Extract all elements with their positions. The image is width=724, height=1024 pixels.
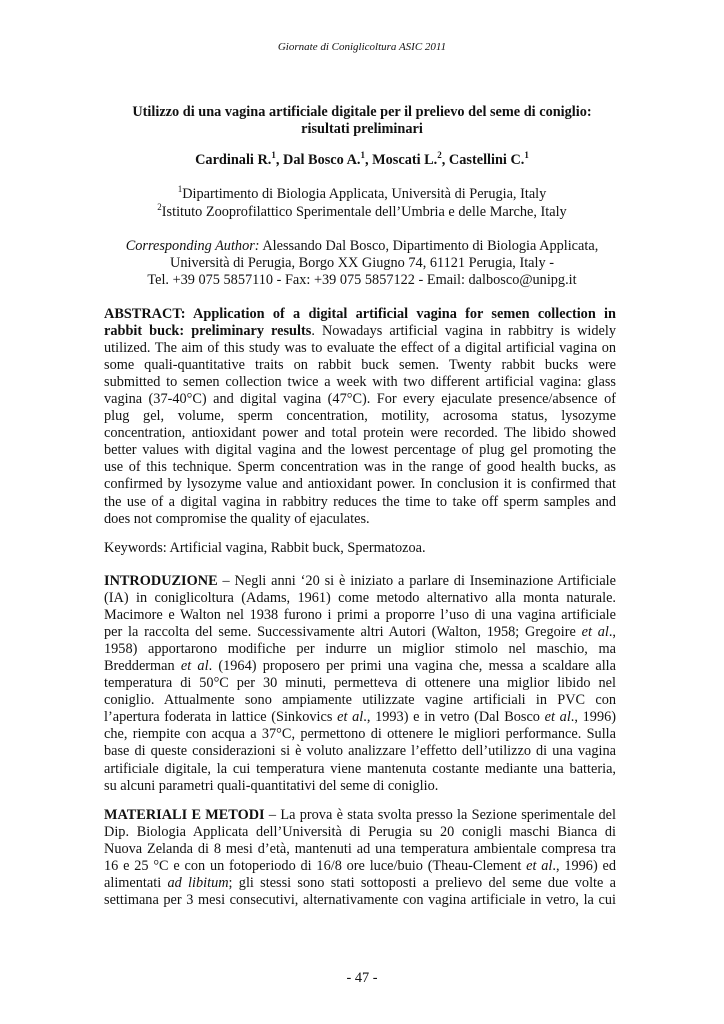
title-line: risultati preliminari: [301, 121, 423, 137]
author-name: Moscati L.: [372, 152, 438, 168]
abstract: ABSTRACT: Application of a digital artificial vagina for semen collection in rabbit buck: preliminary results. Nowadays artificial vagina in rabbitry is widely utilized. The aim of this study was to evaluate the effect of a digital artificial vagina on some quali-quantitative traits on rabbit buck semen. Twenty rabbit bucks were submitted to semen collection twice a week with two different artificial vagina: glass vagina (37-40°C) and digital vagina (47°C). For every ejaculate presence/absence of plug gel, volume, sperm concentration, motility, acrosoma status, lysozyme concentration, antioxidant power and total protein were recorded. The libido showed better values with digital vagina and the lowest percentage of plug gel promoting the use of this technique. Sperm concentration was in the range of good health bucks, as confirmed by lysozyme value and antioxidant power. In conclusion it is confirmed that the use of a digital vagina in rabbitry reduces the time to take off sperm samples and does not compromise the quality of ejaculates.: [104, 306, 616, 527]
author-affil-sup: 1: [271, 150, 276, 161]
affiliation: [0, 204, 724, 221]
section-heading: INTRODUZIONE: [104, 573, 218, 589]
section-materiali-metodi: MATERIALI E METODI – La prova è stata svolta presso la Sezione sperimentale del Dip. Biologia Applicata dell’Università di Perugia su 20 conigli maschi Bianca di Nuova Zelanda di 8 mesi d’età, mantenuti ad una temperatura ambientale compresa tra 16 e 25 °C e con un fotoperiodo di 16/8 ore luce/buio (Theau-Clement et al., 1996) ed alimentati ad libitum; gli stessi sono stati sottoposti a prelievo del seme due volte a settimana per 3 mesi consecutivi, alternativamente con vagina artificiale in vetro, la cui: [104, 807, 616, 909]
paper-title: [100, 104, 624, 138]
affiliation-sup: 1: [177, 184, 183, 195]
section-heading: MATERIALI E METODI: [104, 807, 265, 823]
abstract-heading: ABSTRACT: Application of a digital artificial vagina for semen collection in: [104, 306, 616, 322]
author-list: Cardinali R.$^1$, Dal Bosco A.$^1$, Moscati L.$^2$, Castellini C.$^1$: [195, 150, 529, 168]
keywords: Keywords: Artificial vagina, Rabbit buck, Spermatozoa.: [104, 540, 426, 556]
contact-line: Tel. +39 075 5857110 - Fax: +39 075 5857122 - Email: dalbosco@unipg.it: [147, 272, 577, 288]
affiliation: [0, 186, 724, 203]
affiliation-sup: 2: [157, 202, 162, 213]
author-name: Cardinali R.: [195, 152, 272, 168]
author-affil-sup: 1: [360, 150, 365, 161]
page-number: - 47 -: [346, 970, 378, 986]
author-name: Castellini C.: [448, 152, 525, 168]
affiliation-text: Istituto Zooprofilattico Sperimentale dell’Umbria e delle Marche, Italy: [161, 204, 567, 220]
running-head: Giornate di Coniglicoltura ASIC 2011: [277, 41, 447, 53]
corresponding-author: Corresponding Author: Alessando Dal Bosco, Dipartimento di Biologia Applicata, Università di Perugia, Borgo XX Giugno 74, 61121 Perugia, Italy - Tel. +39 075 5857110 - Fax: +39 075 5857122 - Email: dalbosco@unipg.it: [80, 238, 644, 289]
author-affil-sup: 1: [524, 150, 529, 161]
author-name: Dal Bosco A.: [283, 152, 361, 168]
section-introduzione: INTRODUZIONE – Negli anni ‘20 si è iniziato a parlare di Inseminazione Artificiale (IA) in coniglicoltura (Adams, 1961) come metodo alternativo alla monta naturale. Macimore e Walton nel 1938 furono i primi a proporre l’uso di una vagina artificiale per la raccolta del seme. Successivamente altri Autori (Walton, 1958; Gregoire et al., 1958) apportarono modifiche per indurre un miglior stimolo nel maschio, ma Bredderman et al. (1964) proposero per primi una vagina che, messa a scaldare alla temperatura di 50°C per 30 minuti, permetteva di ottenere una miglior libido nel coniglio. Attualmente sono ampiamente utilizzate vagine artificiali in PVC con l’apertura foderata in lattice (Sinkovics et al., 1993) e in vetro (Dal Bosco et al., 1996) che, riempite con acqua a 37°C, permettono di ottenere le migliori performance. Sulla base di queste considerazioni si è voluto analizzare l’effetto dell’utilizzo di una vagina artificiale digitale, la cui temperatura viene mantenuta costante mediante una batteria, su alcuni parametri quali-quantitativi del seme di coniglio.: [104, 573, 617, 794]
title-line: Utilizzo di una vagina artificiale digitale per il prelievo del seme di coniglio:: [132, 104, 592, 120]
author-affil-sup: 2: [437, 150, 442, 161]
corresponding-label: Corresponding Author:: [125, 238, 260, 254]
affiliation-text: Dipartimento di Biologia Applicata, Università di Perugia, Italy: [182, 186, 547, 202]
